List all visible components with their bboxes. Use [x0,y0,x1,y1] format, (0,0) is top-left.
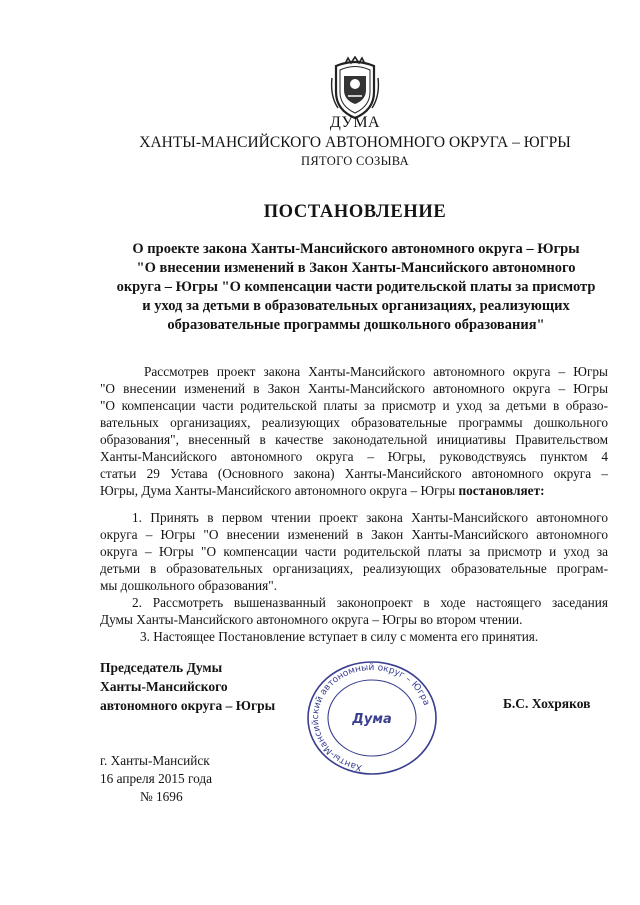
preamble-line: вательных организациях, реализующих образовательные программы дошкольного [100,415,608,430]
item-1-line: округа – Югры "О компенсации части родительской платы за присмотр и уход за [100,544,608,559]
region-title: ХАНТЫ-МАНСИЙСКОГО АВТОНОМНОГО ОКРУГА – ЮГРЫ [139,134,571,151]
item-1-line: детьми в образовательных организациях, реализующих образовательные програм- [100,561,608,576]
stamp-center-text: Дума [352,712,392,727]
subject-line: "О внесении изменений в Закон Ханты-Мансийского автономного [136,260,576,276]
resolves-word: постановляет: [458,483,545,498]
preamble-line: Югры, Дума Ханты-Мансийского автономного округа – Югры [100,483,456,498]
date: 16 апреля 2015 года [100,771,213,786]
official-stamp [304,660,440,780]
preamble-line: образования", внесенный в качестве законодательной инициативы Правительством [100,432,608,447]
document-subject [96,240,616,335]
signatory-name: Б.С. Хохряков [503,696,591,711]
coat-of-arms-icon [330,56,380,120]
subject-line: О проекте закона Ханты-Мансийского автономного округа – Югры [132,241,580,257]
preamble-line: "О компенсации части родительской платы за присмотр и уход за детьми в образо- [100,398,608,413]
item-3-line: 3. Настоящее Постановление вступает в силу с момента его принятия. [140,629,539,644]
convocation-title: ПЯТОГО СОЗЫВА [301,154,409,168]
document-number: № 1696 [140,789,183,804]
preamble-last-line [100,482,608,500]
subject-line: и уход за детьми в образовательных организациях, реализующих [142,298,570,314]
subject-line: округа – Югры "О компенсации части родительской платы за присмотр [116,279,596,295]
preamble-line: Ханты-Мансийского автономного округа – Югры, руководствуясь пунктом 4 [100,449,608,464]
preamble-line: статьи 29 Устава (Основного закона) Ханты-Мансийского автономного округа – [100,466,608,481]
preamble-line: Рассмотрев проект закона Ханты-Мансийского автономного округа – Югры [144,364,608,379]
place: г. Ханты-Мансийск [100,753,210,768]
document-footer [100,752,212,806]
item-1-line: округа – Югры "О внесении изменений в Закон Ханты-Мансийского автономного [100,527,608,542]
position-line: автономного округа – Югры [100,698,276,713]
item-1-line: 1. Принять в первом чтении проект закона Ханты-Мансийского автономного [132,510,608,525]
stamp-ring-text: Ханты-Мансийский автономный округ – Югра [311,662,432,773]
position-line: Ханты-Мансийского [100,679,228,694]
subject-line: образовательные программы дошкольного образования" [167,317,545,333]
document-type: ПОСТАНОВЛЕНИЕ [263,202,447,222]
institution-title: ДУМА [329,114,381,131]
position-line: Председатель Думы [100,660,223,675]
signatory-position [100,658,275,715]
item-2-line: 2. Рассмотреть вышеназванный законопроект в ходе настоящего заседания [132,595,608,610]
item-1-line: мы дошкольного образования". [100,578,278,593]
item-2-line: Думы Ханты-Мансийского автономного округа – Югры во втором чтении. [100,612,523,627]
preamble-line: "О внесении изменений в Закон Ханты-Мансийского автономного округа – Югры [100,381,608,396]
